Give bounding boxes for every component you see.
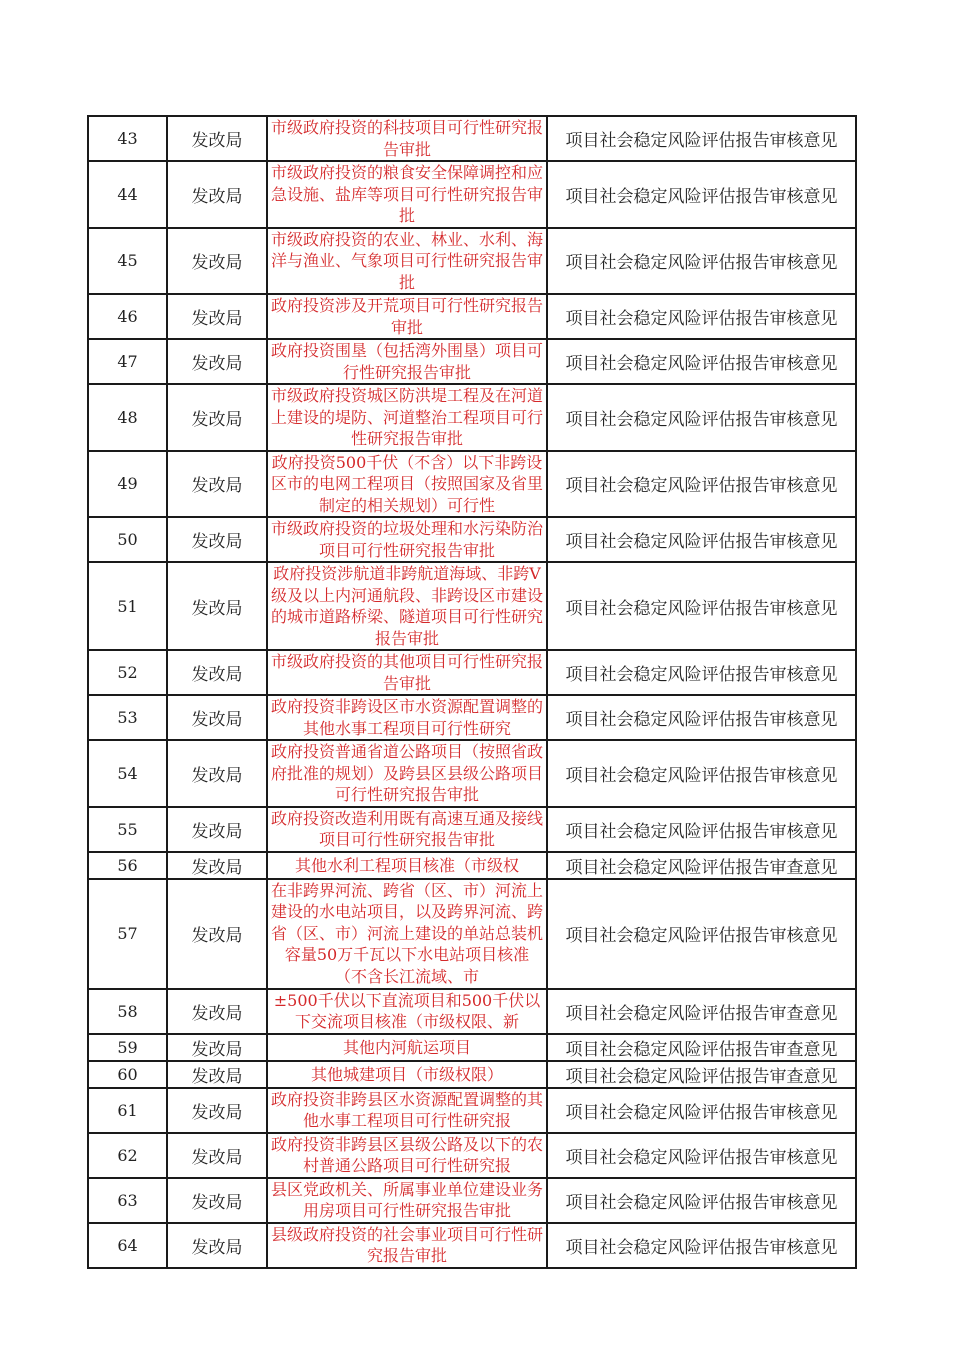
opinion-cell: 项目社会稳定风险评估报告审核意见 [547, 294, 856, 339]
row-number: 57 [88, 879, 167, 989]
opinion-cell: 项目社会稳定风险评估报告审核意见 [547, 1088, 856, 1133]
opinion-cell: 项目社会稳定风险评估报告审核意见 [547, 807, 856, 852]
approval-item-text: 政府投资涉及开荒项目可行性研究报告审批 [270, 296, 543, 337]
opinion-cell: 项目社会稳定风险评估报告审核意见 [547, 562, 856, 650]
approval-item-cell [267, 1034, 547, 1061]
approval-item-text: 其他内河航运项目 [342, 1037, 471, 1057]
approval-item-text: 在非跨界河流、跨省（区、市）河流上建设的水电站项目，以及跨界河流、跨省（区、市）河流上建设的单站总装机容量50万千瓦以下水电站项目核准（不含长江流域、市 [270, 880, 543, 986]
approval-item-text: 政府投资涉航道非跨航道海域、非跨V级及以上内河通航段、非跨设区市建设的城市道路桥梁、隧道项目可行性研究报告审批 [270, 564, 543, 648]
department-cell: 发改局 [167, 1178, 267, 1223]
row-number: 63 [88, 1178, 167, 1223]
approval-item-text: 市级政府投资城区防洪堤工程及在河道上建设的堤防、河道整治工程项目可行性研究报告审批 [270, 386, 543, 448]
department-cell: 发改局 [167, 695, 267, 740]
row-number: 48 [88, 384, 167, 451]
row-number: 52 [88, 650, 167, 695]
opinion-cell: 项目社会稳定风险评估报告审核意见 [547, 879, 856, 989]
table-row [88, 228, 856, 295]
approval-item-cell [267, 807, 547, 852]
row-number: 62 [88, 1133, 167, 1178]
row-number: 44 [88, 161, 167, 228]
opinion-cell: 项目社会稳定风险评估报告审核意见 [547, 650, 856, 695]
approval-item-text: 政府投资围垦（包括湾外围垦）项目可行性研究报告审批 [270, 341, 543, 382]
table-row [88, 339, 856, 384]
approval-item-cell [267, 650, 547, 695]
table-row [88, 879, 856, 989]
department-cell: 发改局 [167, 807, 267, 852]
approval-item-cell [267, 384, 547, 451]
opinion-cell: 项目社会稳定风险评估报告审核意见 [547, 228, 856, 295]
approval-item-text: 市级政府投资的垃圾处理和水污染防治项目可行性研究报告审批 [270, 519, 543, 560]
department-cell: 发改局 [167, 1088, 267, 1133]
approval-item-text: 市级政府投资的农业、林业、水利、海洋与渔业、气象项目可行性研究报告审批 [270, 229, 543, 292]
table-row [88, 989, 856, 1034]
approval-item-cell [267, 451, 547, 518]
approval-table [87, 115, 857, 1269]
approval-item-text: 市级政府投资的其他项目可行性研究报告审批 [270, 652, 543, 693]
row-number: 56 [88, 852, 167, 879]
department-cell: 发改局 [167, 562, 267, 650]
approval-item-text: 政府投资改造利用既有高速互通及接线项目可行性研究报告审批 [270, 808, 543, 849]
department-cell: 发改局 [167, 294, 267, 339]
opinion-cell: 项目社会稳定风险评估报告审核意见 [547, 1178, 856, 1223]
department-cell: 发改局 [167, 517, 267, 562]
table-row [88, 161, 856, 228]
table-row [88, 1061, 856, 1088]
approval-item-text: 市级政府投资的科技项目可行性研究报告审批 [270, 118, 543, 159]
approval-item-cell [267, 879, 547, 989]
opinion-cell: 项目社会稳定风险评估报告审核意见 [547, 384, 856, 451]
opinion-cell: 项目社会稳定风险评估报告审查意见 [547, 1034, 856, 1061]
opinion-cell: 项目社会稳定风险评估报告审核意见 [547, 695, 856, 740]
department-cell: 发改局 [167, 1061, 267, 1088]
table-row [88, 517, 856, 562]
approval-item-cell [267, 517, 547, 562]
row-number: 46 [88, 294, 167, 339]
department-cell: 发改局 [167, 1223, 267, 1268]
approval-item-text: 市级政府投资的粮食安全保障调控和应急设施、盐库等项目可行性研究报告审批 [270, 163, 543, 225]
approval-item-text: 其他水利工程项目核准（市级权 [294, 855, 519, 875]
approval-item-text: 政府投资非跨县区县级公路及以下的农村普通公路项目可行性研究报 [270, 1134, 543, 1175]
approval-item-cell [267, 116, 547, 161]
row-number: 47 [88, 339, 167, 384]
department-cell: 发改局 [167, 989, 267, 1034]
approval-item-cell [267, 740, 547, 807]
opinion-cell: 项目社会稳定风险评估报告审查意见 [547, 1061, 856, 1088]
approval-item-text: 县区党政机关、所属事业单位建设业务用房项目可行性研究报告审批 [270, 1179, 543, 1220]
approval-item-cell [267, 1223, 547, 1268]
row-number: 59 [88, 1034, 167, 1061]
row-number: 64 [88, 1223, 167, 1268]
opinion-cell: 项目社会稳定风险评估报告审核意见 [547, 116, 856, 161]
approval-item-cell [267, 228, 547, 295]
department-cell: 发改局 [167, 1034, 267, 1061]
row-number: 58 [88, 989, 167, 1034]
approval-item-cell [267, 339, 547, 384]
row-number: 45 [88, 228, 167, 295]
approval-item-cell [267, 1061, 547, 1088]
table-row [88, 650, 856, 695]
opinion-cell: 项目社会稳定风险评估报告审核意见 [547, 740, 856, 807]
table-row [88, 852, 856, 879]
opinion-cell: 项目社会稳定风险评估报告审核意见 [547, 451, 856, 518]
department-cell: 发改局 [167, 384, 267, 451]
table-row [88, 740, 856, 807]
department-cell: 发改局 [167, 161, 267, 228]
opinion-cell: 项目社会稳定风险评估报告审查意见 [547, 989, 856, 1034]
department-cell: 发改局 [167, 451, 267, 518]
table-row [88, 807, 856, 852]
department-cell: 发改局 [167, 116, 267, 161]
approval-item-cell [267, 989, 547, 1034]
table-row [88, 1178, 856, 1223]
department-cell: 发改局 [167, 650, 267, 695]
department-cell: 发改局 [167, 228, 267, 295]
department-cell: 发改局 [167, 339, 267, 384]
approval-item-cell [267, 1178, 547, 1223]
approval-item-text: 政府投资普通省道公路项目（按照省政府批准的规划）及跨县区县级公路项目可行性研究报告审批 [270, 742, 543, 804]
row-number: 53 [88, 695, 167, 740]
approval-item-text: 县级政府投资的社会事业项目可行性研究报告审批 [270, 1224, 543, 1265]
department-cell: 发改局 [167, 852, 267, 879]
table-row [88, 695, 856, 740]
approval-item-cell [267, 294, 547, 339]
row-number: 51 [88, 562, 167, 650]
row-number: 49 [88, 451, 167, 518]
approval-item-cell [267, 695, 547, 740]
approval-item-text: 其他城建项目（市级权限） [310, 1064, 503, 1084]
table-body [88, 116, 856, 1268]
opinion-cell: 项目社会稳定风险评估报告审核意见 [547, 161, 856, 228]
opinion-cell: 项目社会稳定风险评估报告审核意见 [547, 517, 856, 562]
row-number: 55 [88, 807, 167, 852]
approval-item-cell [267, 562, 547, 650]
table-row [88, 562, 856, 650]
approval-item-text: 政府投资非跨设区市水资源配置调整的其他水事工程项目可行性研究 [270, 697, 543, 738]
table-row [88, 451, 856, 518]
approval-item-cell [267, 852, 547, 879]
row-number: 60 [88, 1061, 167, 1088]
department-cell: 发改局 [167, 1133, 267, 1178]
opinion-cell: 项目社会稳定风险评估报告审核意见 [547, 339, 856, 384]
opinion-cell: 项目社会稳定风险评估报告审查意见 [547, 852, 856, 879]
table-row [88, 1223, 856, 1268]
row-number: 61 [88, 1088, 167, 1133]
approval-item-text: 政府投资500千伏（不含）以下非跨设区市的电网工程项目（按照国家及省里制定的相关规划）可行性 [270, 452, 543, 515]
department-cell: 发改局 [167, 740, 267, 807]
department-cell: 发改局 [167, 879, 267, 989]
approval-item-cell [267, 161, 547, 228]
table-row [88, 1034, 856, 1061]
opinion-cell: 项目社会稳定风险评估报告审核意见 [547, 1133, 856, 1178]
table-row [88, 1088, 856, 1133]
row-number: 43 [88, 116, 167, 161]
approval-item-text: ±500千伏以下直流项目和500千伏以下交流项目核准（市级权限、新 [273, 990, 541, 1031]
table-row [88, 294, 856, 339]
table-row [88, 116, 856, 161]
row-number: 50 [88, 517, 167, 562]
table-row [88, 384, 856, 451]
approval-item-cell [267, 1133, 547, 1178]
row-number: 54 [88, 740, 167, 807]
table-row [88, 1133, 856, 1178]
approval-item-text: 政府投资非跨县区水资源配置调整的其他水事工程项目可行性研究报 [270, 1089, 543, 1130]
opinion-cell: 项目社会稳定风险评估报告审核意见 [547, 1223, 856, 1268]
approval-item-cell [267, 1088, 547, 1133]
